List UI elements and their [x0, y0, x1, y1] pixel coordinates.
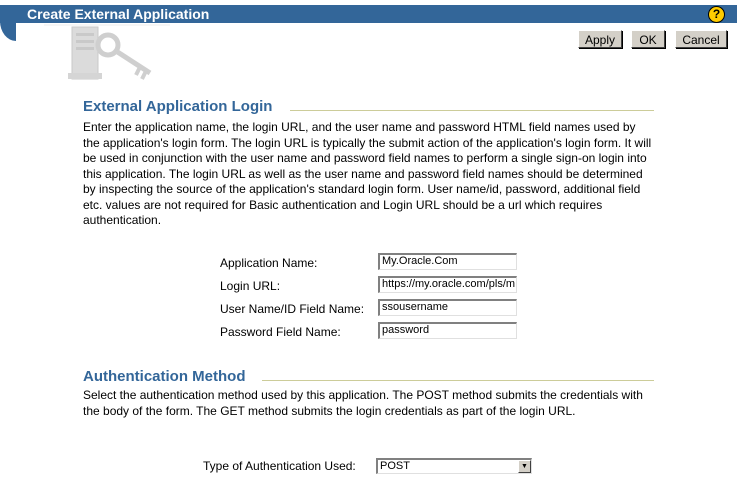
auth-section-rule [262, 380, 654, 381]
login-url-input[interactable]: https://my.oracle.com/pls/m [378, 276, 517, 293]
password-field-label: Password Field Name: [220, 325, 341, 339]
app-name-label: Application Name: [220, 256, 318, 270]
chevron-down-icon[interactable]: ▼ [518, 460, 531, 473]
server-key-logo-icon [42, 23, 172, 83]
auth-type-value: POST [380, 460, 410, 472]
cancel-button[interactable]: Cancel [675, 30, 727, 48]
login-section-rule [290, 110, 654, 111]
username-field-input[interactable]: ssousername [378, 299, 517, 316]
password-field-input[interactable]: password [378, 322, 517, 339]
auth-type-label: Type of Authentication Used: [203, 459, 356, 473]
help-icon[interactable]: ? [708, 6, 725, 23]
auth-section-description: Select the authentication method used by this application. The POST method submits the credentials with the body of the form. The GET method submits the login credentials as part of the login URL. [83, 388, 643, 418]
apply-button[interactable]: Apply [578, 30, 622, 48]
auth-section-title: Authentication Method [83, 368, 246, 385]
app-name-input[interactable]: My.Oracle.Com [378, 253, 517, 270]
ok-button[interactable]: OK [631, 30, 665, 48]
login-section-description: Enter the application name, the login URL, and the user name and password HTML field names used by the application's login form. The login URL is typically the submit action of the application's login form. It will be used in conjunction with the user name and password field names to perform a single sign-on login into this application. The login URL as well as the user name and password field names should be determined by inspecting the source of the application's standard login form. User name/id, password, additional field etc. values are not required for Basic authentication and Login URL should be a url which requires authentication. [83, 120, 652, 227]
login-url-label: Login URL: [220, 279, 281, 293]
auth-type-select[interactable] [376, 458, 532, 474]
page-title: Create External Application [27, 6, 210, 22]
title-bar-curve [0, 21, 16, 41]
login-section-title: External Application Login [83, 98, 273, 115]
username-field-label: User Name/ID Field Name: [220, 302, 365, 316]
